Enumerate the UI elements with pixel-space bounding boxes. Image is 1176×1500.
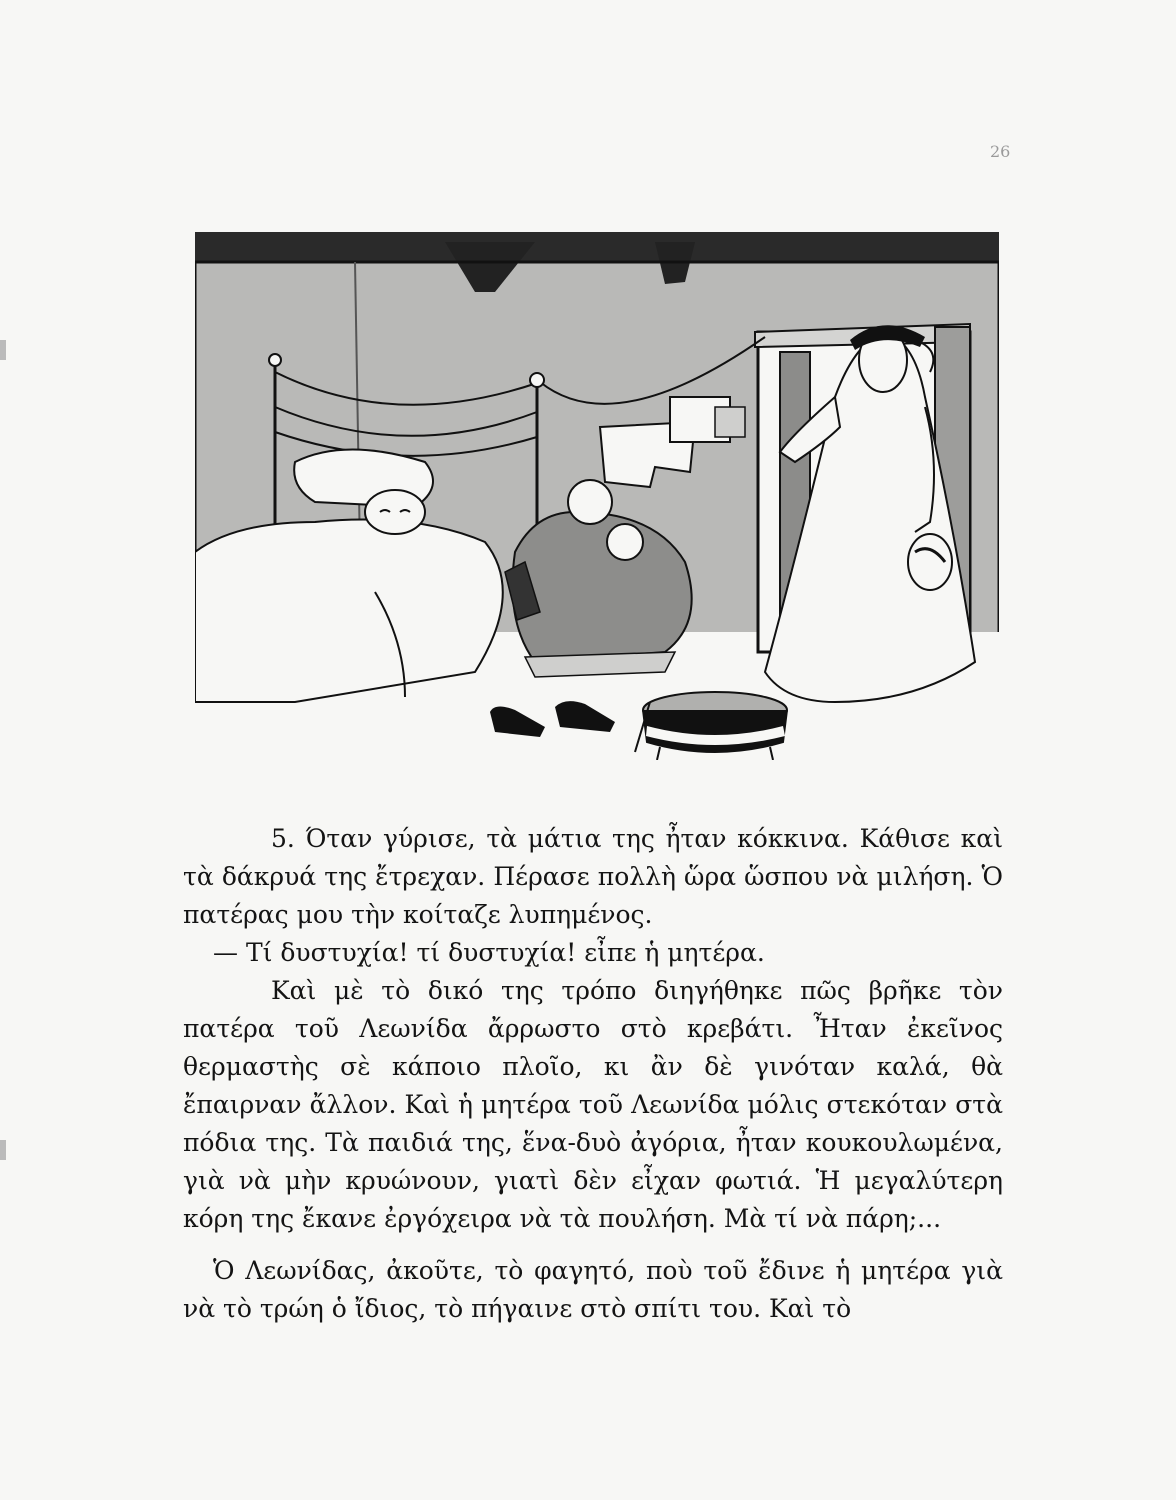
ceiling xyxy=(195,232,999,262)
page-number: 26 xyxy=(990,142,1011,161)
story-text xyxy=(183,820,1003,1328)
paragraph: 5. Όταν γύρισε, τὰ μάτια της ἦταν κόκκινα. Κάθισε καὶ τὰ δάκρυά της ἔτρεχαν. Πέρασε πολλὴ ὥρα ὥσπου νὰ μιλήση. Ὁ πατέρας μου τὴν κοίταζε λυπημένος. xyxy=(183,824,1003,929)
binding-mark-bottom xyxy=(0,1140,6,1160)
paragraph: — Τί δυστυχία! τί δυστυχία! εἶπε ἡ μητέρα. xyxy=(213,938,765,967)
paragraph: Καὶ μὲ τὸ δικό της τρόπο διηγήθηκε πῶς βρῆκε τὸν πατέρα τοῦ Λεωνίδα ἄρρωστο στὸ κρεβάτι. Ἦταν ἐκεῖνος θερμαστὴς σὲ κάποιο πλοῖο, κι ἂν δὲ γινόταν καλά, θὰ ἔπαιρναν ἄλλον. Καὶ ἡ μητέρα τοῦ Λεωνίδα μόλις στεκόταν στὰ πόδια της. Τὰ παιδιά της, ἕνα-δυὸ ἀγόρια, ἦταν κουκουλωμένα, γιὰ νὰ μὴν κρυώνουν, γιατὶ δὲν εἶχαν φωτιά. Ἡ μεγαλύτερη κόρη της ἔκανε ἐργόχειρα νὰ τὰ πουλήση. Μὰ τί νὰ πάρη;... xyxy=(183,976,1003,1233)
illustration xyxy=(195,232,999,760)
binding-mark-top xyxy=(0,340,6,360)
paragraph: Ὁ Λεωνίδας, ἀκοῦτε, τὸ φαγητό, ποὺ τοῦ ἔδινε ἡ μητέρα γιὰ νὰ τὸ τρώη ὁ ἴδιος, τὸ πήγαινε στὸ σπίτι του. Καὶ τὸ xyxy=(183,1256,1003,1323)
